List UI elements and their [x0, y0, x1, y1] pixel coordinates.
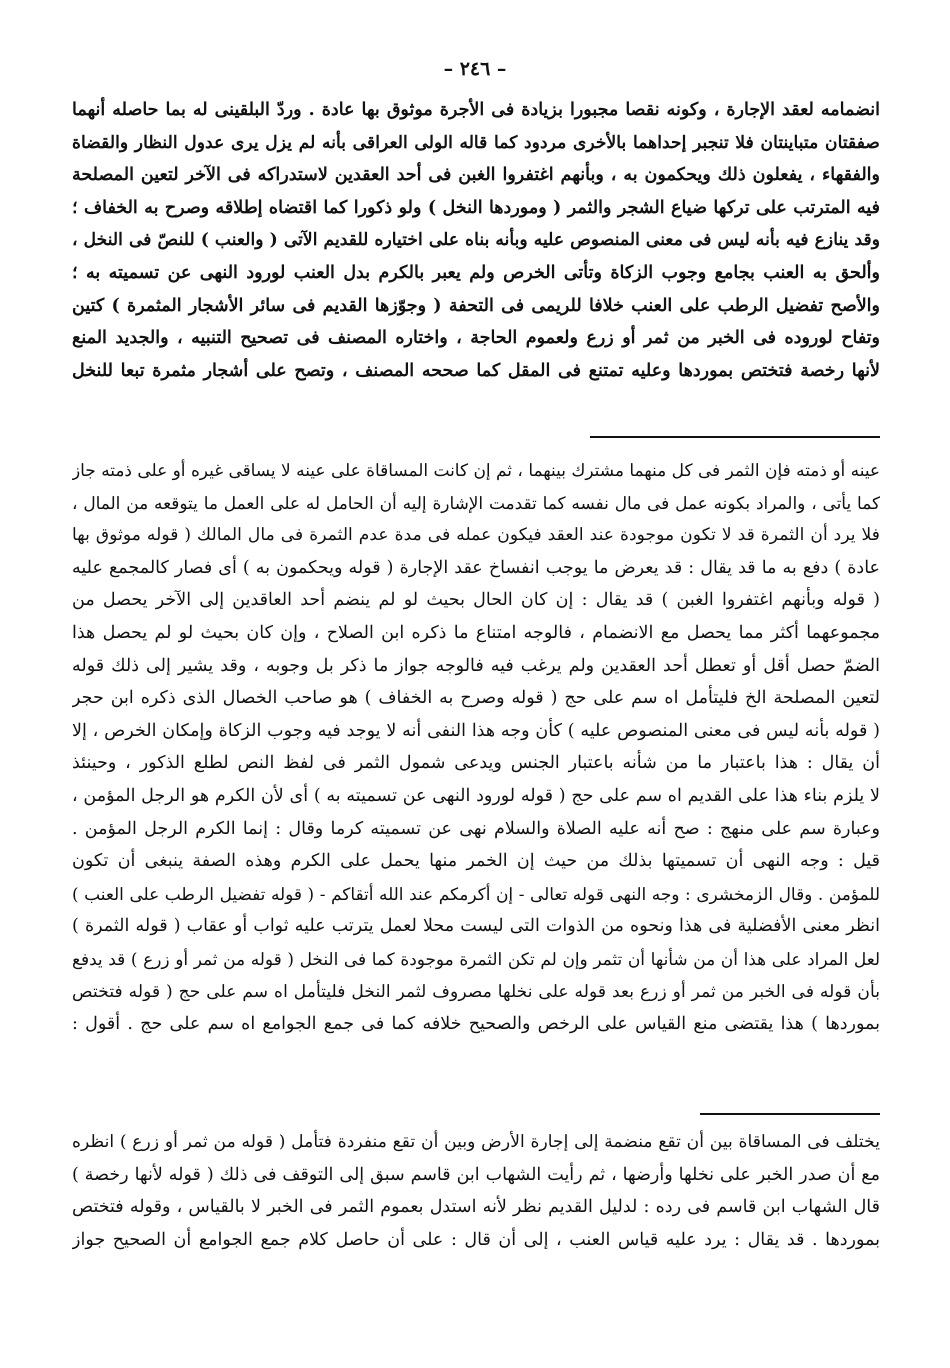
commentary-line: ( قوله وبأنهم اغتفروا الغبن ) قد يقال : إن كان الحال بحيث لو لم ينضم أحد العاقدين إلى الآخر يحصل من [72, 590, 880, 611]
main-text-line: والأصح تفضيل الرطب على العنب خلافا للريمى فى التحفة ( وجوّزها القديم فى سائر الأشجار المثمرة ) كتين [72, 295, 880, 316]
commentary-line: بموردها ) هذا يقتضى منع القياس على الرخص والصحيح خلافه كما فى جمع الجوامع اه سم على حج . أقول : [72, 1014, 880, 1035]
footnote-line: مع أن صدر الخبر على نخلها وأرضها ، ثم رأيت الشهاب ابن قاسم سبق إلى التوقف فى ذلك ( قوله لأنها رخصة ) [72, 1164, 880, 1185]
commentary-line: قيل : وجه النهى أن تسميتها بذلك من حيث إن الخمر منها يحمل على الكرم وهذه الصفة ينبغى أن تكون [72, 851, 880, 872]
main-text-line: صفقتان متباينتان فلا تنجبر إحداهما بالأخرى مردود كما قاله الولى العراقى بأنه لم يزل يرى عدول النظار والقضاة [72, 132, 880, 153]
commentary-line: الضمّ حصل أقل أو تعطل أحد العقدين ولم يرغب فيه فالوجه جواز ما ذكر بل وجوبه ، وقد يشير إلى ذلك قوله [72, 655, 880, 676]
commentary-line: بأن قوله فى الخبر من ثمر أو زرع بعد قوله على نخلها مصروف لثمر النخل فليتأمل اه سم على حج ( قوله فتختص [72, 981, 880, 1002]
footnote-line: يختلف فى المساقاة بين أن تقع منضمة إلى إجارة الأرض وبين أن تقع منفردة فتأمل ( قوله من ثمر أو زرع ) انظره [72, 1132, 880, 1152]
commentary-line: فلا يرد أن الثمرة قد لا تكون موجودة عند العقد فيكون عمله فى مدة عدم الثمرة فى مال المالك ( قوله موثوق بها [72, 525, 880, 546]
main-text-line: والفقهاء ، يفعلون ذلك ويحكمون به ، وبأنهم اغتفروا الغبن فى أحد العقدين لاستدراكه فى الآخر لتعين المصلحة [72, 165, 880, 186]
commentary-line: لا يلزم بناء هذا على القديم اه سم على حج ( قوله لورود النهى عن تسميته به ) أى لأن الكرم هو الرجل المؤمن ، [72, 785, 880, 806]
commentary-line: عينه أو ذمته فإن الثمر فى كل منهما مشترك بينهما ، ثم إن كانت المساقاة على عينه لا يساقى غيره أو على ذمته جاز [72, 460, 880, 480]
commentary-line: أن يقال : هذا باعتبار ما من شأنه باعتبار الجنس ويدعى شمول الثمر فى لفظ النص لطلع الذكور ، وحينئذ [72, 753, 880, 774]
footnote-line: بموردها . قد يقال : يرد عليه قياس العنب ، إلى أن قال : على أن حاصل كلام جمع الجوامع أن الصحيح جواز [72, 1229, 880, 1250]
main-text-line: وتفاح لوروده فى الخبر من ثمر أو زرع ولعموم الحاجة ، واختاره المصنف فى تصحيح التنبيه ، والجديد المنع [72, 328, 880, 349]
footnote-divider [700, 1113, 880, 1115]
commentary-line: ( قوله بأنه ليس فى معنى المنصوص عليه ) كأن وجه هذا النفى أنه لا يوجد فيه وجوب الزكاة وإمكان الخرص ، إلا [72, 720, 880, 741]
footnote-text-block [72, 1126, 880, 1256]
commentary-line: كما يأتى ، والمراد بكونه عمل فى مال نفسه كما تقدمت الإشارة إليه أن الحامل له على العمل ما يتوقعه من المال ، [72, 492, 880, 513]
footnote-line: قال الشهاب ابن قاسم فى رده : لدليل القديم نظر لأنه استدل بعموم الثمر فى الخبر لا بالقياس ، وقوله فتختص [72, 1197, 880, 1218]
commentary-line: مجموعهما أكثر مما يحصل مع الانضمام ، فالوجه امتناع ما ذكره ابن الصلاح ، وإن كان بحيث لو لم يحصل هذا [72, 622, 880, 643]
commentary-line: للمؤمن . وقال الزمخشرى : وجه النهى قوله تعالى - إن أكرمكم عند الله أتقاكم - ( قوله تفضيل الرطب على العنب ) [72, 883, 880, 904]
main-text-line: وألحق به العنب بجامع وجوب الزكاة وتأتى الخرص ولم يعبر بالكرم بدل العنب لورود النهى عن تسميته به ؛ [72, 262, 880, 283]
commentary-line: لعل المراد على هذا أن من شأنها أن تثمر وإن لم تكن الثمرة موجودة كما فى النخل ( قوله من ثمر أو زرع ) قد يدفع [72, 948, 880, 969]
commentary-line: لتعين المصلحة الخ فليتأمل اه سم على حج ( قوله وصرح به الخفاف ) هو صاحب الخصال الذى ذكره ابن حجر [72, 688, 880, 709]
main-text-line: فيه المترتب على تركها ضياع الشجر والثمر ( وموردها النخل ) ولو ذكورا كما اقتضاه إطلاقه وصرح به الخفاف ؛ [72, 197, 880, 218]
commentary-line: انظر معنى الأفضلية فى هذا ونحوه من الذوات التى ليست محلا لعمل يترتب عليه ثواب أو عقاب ( قوله الثمرة ) [72, 916, 880, 937]
main-text-block [72, 94, 880, 387]
section-divider [590, 436, 880, 438]
page-number: – ٢٤٦ – [443, 58, 507, 80]
commentary-text-block [72, 454, 880, 1041]
main-text-line: انضمامه لعقد الإجارة ، وكونه نقصا مجبورا بزيادة فى الأجرة موثوق بها عادة . وردّ البلقينى له بما حاصله أنهما [72, 100, 880, 120]
main-text-line: لأنها رخصة فتختص بموردها وعليه تمتنع فى المقل كما صححه المصنف ، وتصح على أشجار مثمرة تبعا للنخل [72, 360, 880, 381]
commentary-line: وعبارة سم على منهج : صح أنه عليه الصلاة والسلام نهى عن تسميته كرما وقال : إنما الكرم الرجل المؤمن . [72, 818, 880, 839]
commentary-line: عادة ) دفع به ما قد يقال : قد يعرض ما يوجب انفساخ عقد الإجارة ( قوله ويحكمون به ) أى فصار كالمجمع عليه [72, 557, 880, 578]
main-text-line: وقد ينازع فيه بأنه ليس فى معنى المنصوص عليه وبأنه بناه على اختياره للقديم الآتى ( والعنب ) للنصّ فى النخل ، [72, 230, 880, 251]
